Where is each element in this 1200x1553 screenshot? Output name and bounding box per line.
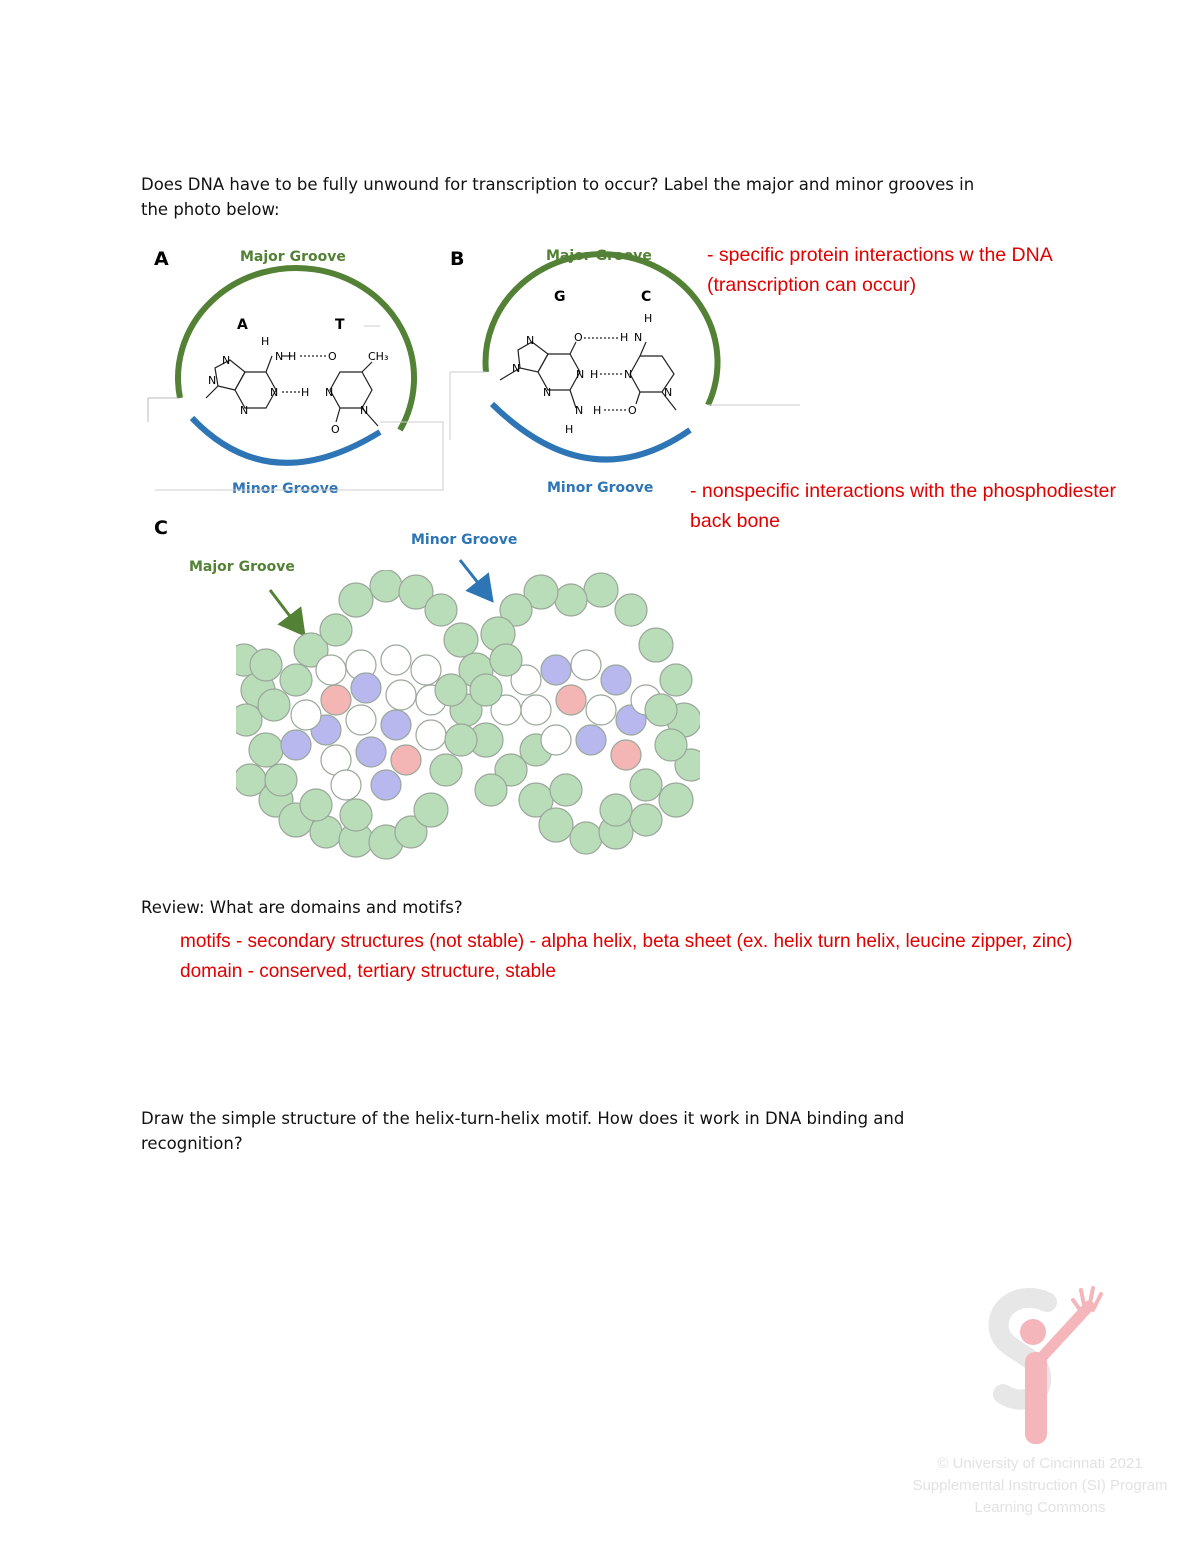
thymine-structure bbox=[330, 362, 378, 426]
thymine-o4: O bbox=[328, 350, 337, 363]
guanine-o6: O bbox=[574, 331, 583, 344]
panel-a-base-t: T bbox=[335, 317, 345, 333]
panel-c-letter: C bbox=[154, 517, 168, 539]
question-3-line-2: recognition? bbox=[141, 1134, 243, 1153]
panel-a-major-groove-arc bbox=[178, 268, 414, 430]
panel-a-letter: A bbox=[154, 248, 169, 270]
guanine-h1: H bbox=[590, 368, 599, 381]
question-1-line-1: Does DNA have to be fully unwound for transcription to occur? Label the major and minor grooves in bbox=[141, 175, 975, 194]
adenine-n9: N bbox=[208, 374, 217, 387]
panel-b-base-c: C bbox=[641, 289, 652, 305]
panel-b-base-g: G bbox=[554, 289, 566, 305]
cytosine-n4: N bbox=[634, 331, 643, 344]
panel-c-minor-groove-label: Minor Groove bbox=[411, 532, 518, 548]
panel-b-major-groove-label: Major Groove bbox=[546, 248, 652, 264]
cytosine-o2: O bbox=[628, 404, 637, 417]
cytosine-h4: H bbox=[644, 312, 653, 325]
panel-a-major-groove-label: Major Groove bbox=[240, 249, 346, 265]
cytosine-n3: N bbox=[624, 368, 633, 381]
minor-groove-annotation bbox=[690, 476, 1116, 536]
thymine-o2: O bbox=[331, 423, 340, 436]
panel-a-minor-groove-label: Minor Groove bbox=[232, 481, 339, 497]
panel-a-base-a: A bbox=[237, 317, 248, 333]
cytosine-structure bbox=[630, 342, 676, 410]
panel-b-minor-groove-arc bbox=[492, 404, 690, 460]
panel-a-minor-groove-arc bbox=[192, 418, 380, 463]
cytosine-h4b: H bbox=[620, 331, 629, 344]
cytosine-n1: N bbox=[664, 386, 673, 399]
adenine-n3: N bbox=[240, 404, 249, 417]
panel-c-major-groove-arrow bbox=[270, 590, 302, 632]
footer-learning-commons: Learning Commons bbox=[974, 1499, 1106, 1516]
guanine-n1: N bbox=[576, 368, 585, 381]
major-groove-annotation-line-2: (transcription can occur) bbox=[707, 274, 917, 296]
major-groove-annotation-line-1: - specific protein interactions w the DNA bbox=[707, 244, 1053, 266]
thymine-n3: N bbox=[325, 386, 334, 399]
panel-b-letter: B bbox=[450, 248, 465, 270]
si-logo-icon bbox=[985, 1280, 1115, 1470]
adenine-n6: N bbox=[275, 350, 284, 363]
guanine-h2b: H bbox=[565, 423, 574, 436]
panel-c-minor-groove-arrow bbox=[460, 560, 490, 598]
adenine-h6: H bbox=[288, 350, 297, 363]
minor-groove-annotation-line-2: back bone bbox=[690, 510, 780, 532]
adenine-n7: N bbox=[222, 354, 231, 367]
guanine-n2: N bbox=[575, 404, 584, 417]
space-filling-dna-model bbox=[228, 570, 707, 859]
question-2-answer bbox=[180, 927, 1072, 987]
question-2-answer-line-1: motifs - secondary structures (not stable) - alpha helix, beta sheet (ex. helix turn helix, leucine zipper, zinc) bbox=[180, 931, 1073, 952]
thymine-n1: N bbox=[360, 404, 369, 417]
guanine-n7: N bbox=[526, 334, 535, 347]
minor-groove-annotation-line-1: - nonspecific interactions with the phosphodiester bbox=[690, 480, 1116, 502]
question-1-line-2: the photo below: bbox=[141, 200, 280, 219]
question-2-answer-line-2: domain - conserved, tertiary structure, stable bbox=[180, 961, 556, 982]
panel-b-major-groove-arc bbox=[486, 254, 718, 405]
footer-copyright: © University of Cincinnati 2021 bbox=[937, 1455, 1143, 1472]
guanine-n9: N bbox=[512, 362, 521, 375]
major-groove-annotation bbox=[707, 240, 1053, 300]
question-3-line-1: Draw the simple structure of the helix-turn-helix motif. How does it work in DNA binding and bbox=[141, 1109, 905, 1128]
panel-b-minor-groove-label: Minor Groove bbox=[547, 480, 654, 496]
question-3 bbox=[141, 1106, 1091, 1156]
question-2-prompt: Review: What are domains and motifs? bbox=[141, 898, 463, 917]
guanine-h2: H bbox=[593, 404, 602, 417]
panel-c-major-groove-label: Major Groove bbox=[189, 559, 295, 575]
guanine-n3: N bbox=[543, 386, 552, 399]
footer bbox=[880, 1453, 1200, 1519]
footer-program: Supplemental Instruction (SI) Program bbox=[912, 1477, 1168, 1494]
thymine-h3: H bbox=[301, 386, 310, 399]
panel-c bbox=[154, 517, 707, 859]
panel-a bbox=[148, 248, 443, 497]
adenine-h: H bbox=[261, 335, 270, 348]
thymine-ch3: CH₃ bbox=[368, 350, 389, 363]
adenine-n1: N bbox=[270, 386, 279, 399]
